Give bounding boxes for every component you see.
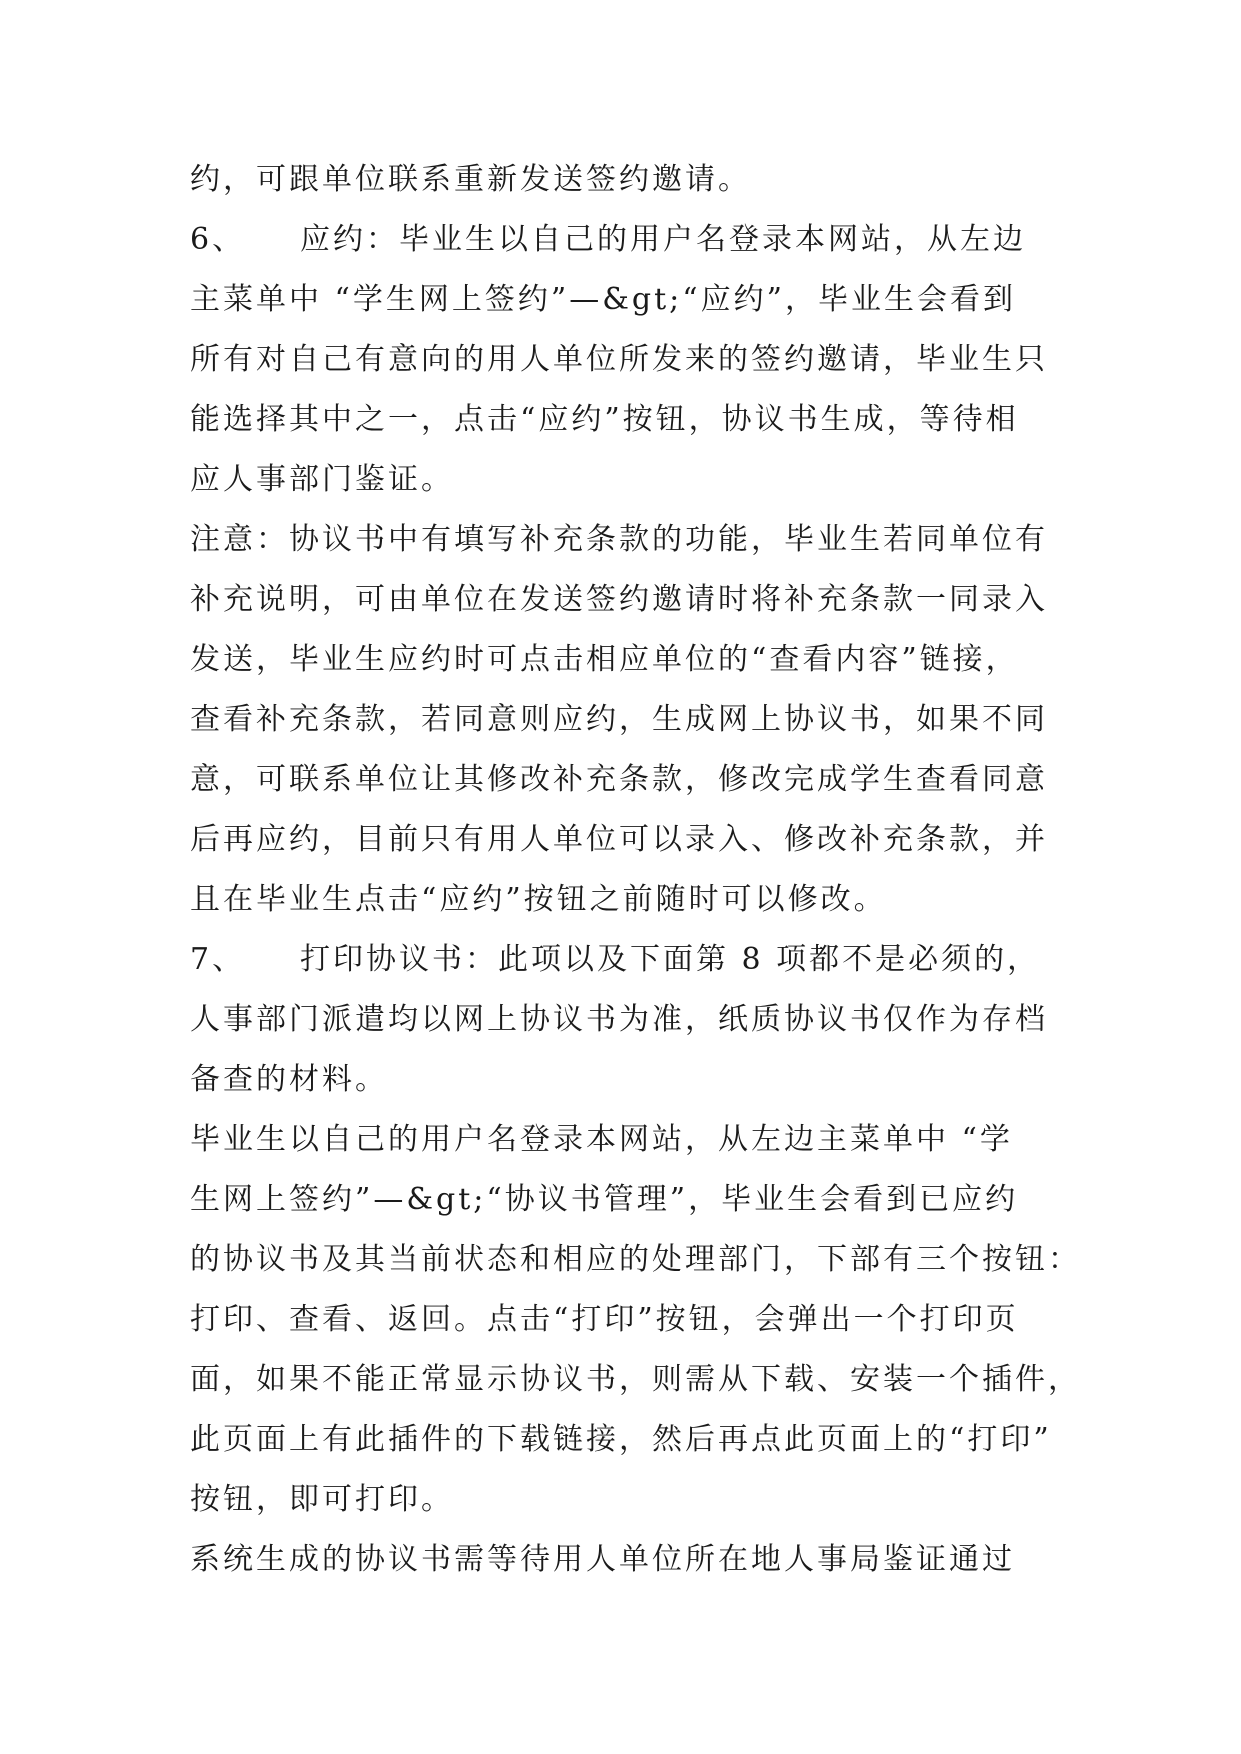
paragraph-line: 约，可跟单位联系重新发送签约邀请。 bbox=[190, 162, 751, 197]
paragraph-line: 的协议书及其当前状态和相应的处理部门，下部有三个按钮： bbox=[190, 1242, 1081, 1277]
paragraph-line: 生网上签约”—&gt;“协议书管理”，毕业生会看到已应约 bbox=[190, 1182, 1019, 1217]
paragraph-line: 发送，毕业生应约时可点击相应单位的“查看内容”链接， bbox=[190, 642, 1019, 677]
paragraph-line: 毕业生以自己的用户名登录本网站，从左边主菜单中 “学 bbox=[190, 1122, 1013, 1157]
paragraph-line: 所有对自己有意向的用人单位所发来的签约邀请，毕业生只 bbox=[190, 342, 1048, 377]
paragraph-line: 补充说明，可由单位在发送签约邀请时将补充条款一同录入 bbox=[190, 582, 1048, 617]
list-item-6 bbox=[190, 210, 1065, 270]
paragraph-line: 后再应约，目前只有用人单位可以录入、修改补充条款，并 bbox=[190, 822, 1048, 857]
note-line: 注意：协议书中有填写补充条款的功能，毕业生若同单位有 bbox=[190, 522, 1048, 557]
paragraph-line: 且在毕业生点击“应约”按钮之前随时可以修改。 bbox=[190, 882, 887, 917]
paragraph-line: 备查的材料。 bbox=[190, 1062, 388, 1097]
paragraph-line: 面，如果不能正常显示协议书，则需从下载、安装一个插件， bbox=[190, 1362, 1081, 1397]
paragraph-line: 打印、查看、返回。点击“打印”按钮，会弹出一个打印页 bbox=[190, 1302, 1019, 1337]
paragraph-line: 按钮，即可打印。 bbox=[190, 1482, 454, 1517]
paragraph-line: 意，可联系单位让其修改补充条款，修改完成学生查看同意 bbox=[190, 762, 1048, 797]
document-body bbox=[190, 150, 1081, 1590]
paragraph-line: 打印协议书：此项以及下面第 8 项都不是必须的， bbox=[300, 942, 1041, 977]
paragraph-line: 能选择其中之一，点击“应约”按钮，协议书生成，等待相 bbox=[190, 402, 1019, 437]
paragraph-line: 系统生成的协议书需等待用人单位所在地人事局鉴证通过 bbox=[190, 1542, 1015, 1577]
paragraph-line: 人事部门派遣均以网上协议书为准，纸质协议书仅作为存档 bbox=[190, 1002, 1048, 1037]
paragraph-line: 此页面上有此插件的下载链接，然后再点此页面上的“打印” bbox=[190, 1422, 1052, 1457]
list-number: 7、 bbox=[190, 942, 246, 977]
paragraph-line: 应约：毕业生以自己的用户名登录本网站，从左边 bbox=[300, 222, 1026, 257]
paragraph-line: 应人事部门鉴证。 bbox=[190, 462, 454, 497]
paragraph-line: 查看补充条款，若同意则应约，生成网上协议书，如果不同 bbox=[190, 702, 1048, 737]
list-item-7 bbox=[190, 930, 1065, 990]
paragraph-line: 主菜单中 “学生网上签约”—&gt;“应约”，毕业生会看到 bbox=[190, 282, 1016, 317]
list-number: 6、 bbox=[190, 222, 246, 257]
